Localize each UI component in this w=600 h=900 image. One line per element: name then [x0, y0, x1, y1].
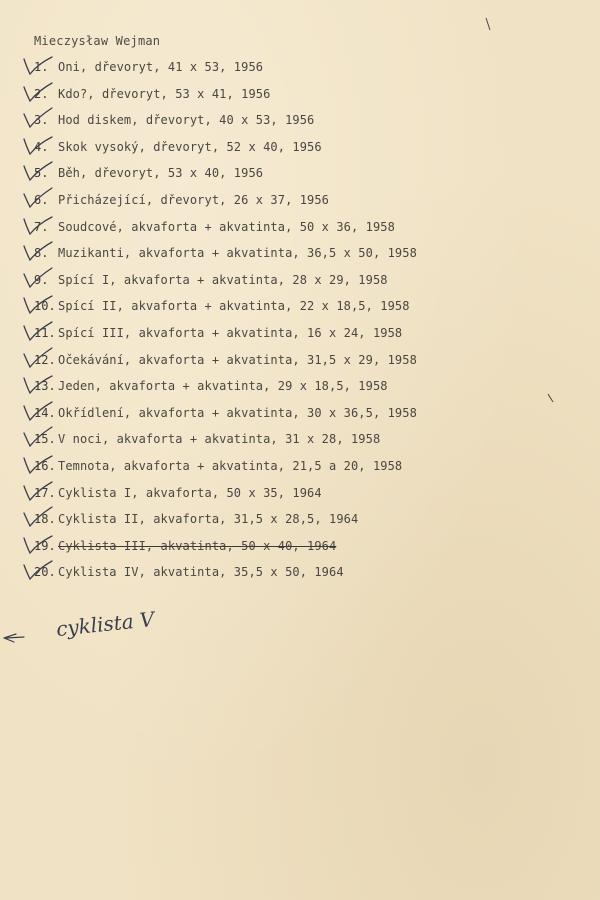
item-text: Oni, dřevoryt, 41 x 53, 1956: [58, 60, 264, 74]
item-text: Očekávání, akvaforta + akvatinta, 31,5 x 29, 1958: [58, 353, 417, 367]
list-item: [34, 510, 358, 528]
list-item: [34, 191, 329, 209]
item-text: Cyklista I, akvaforta, 50 x 35, 1964: [58, 486, 322, 500]
item-number: 19.: [34, 539, 56, 553]
item-text: Spící III, akvaforta + akvatinta, 16 x 24, 1958: [58, 326, 403, 340]
list-item: [34, 351, 417, 369]
item-text: Jeden, akvaforta + akvatinta, 29 x 18,5, 1958: [58, 379, 388, 393]
item-number: 9.: [34, 273, 49, 287]
item-text: Soudcové, akvaforta + akvatinta, 50 x 36, 1958: [58, 220, 395, 234]
list-item: [34, 377, 388, 395]
item-text: Spící I, akvaforta + akvatinta, 28 x 29, 1958: [58, 273, 388, 287]
item-text: Hod diskem, dřevoryt, 40 x 53, 1956: [58, 113, 315, 127]
item-text: V noci, akvaforta + akvatinta, 31 x 28, 1958: [58, 432, 381, 446]
item-number: 16.: [34, 459, 56, 473]
list-item: [34, 537, 336, 555]
item-number: 20.: [34, 565, 56, 579]
list-item: [34, 484, 322, 502]
list-item: [34, 430, 380, 448]
stray-pen-mark: [544, 390, 564, 410]
item-number: 8.: [34, 246, 49, 260]
item-text: Kdo?, dřevoryt, 53 x 41, 1956: [58, 87, 271, 101]
item-number: 11.: [34, 326, 56, 340]
item-number: 13.: [34, 379, 56, 393]
list-item: [34, 138, 322, 156]
item-text: Spící II, akvaforta + akvatinta, 22 x 18,5, 1958: [58, 299, 410, 313]
item-text: Muzikanti, akvaforta + akvatinta, 36,5 x 50, 1958: [58, 246, 417, 260]
list-item: [34, 324, 402, 342]
item-number: 4.: [34, 140, 49, 154]
item-text: Cyklista II, akvaforta, 31,5 x 28,5, 1964: [58, 512, 359, 526]
list-item: [34, 58, 263, 76]
item-text: Přicházející, dřevoryt, 26 x 37, 1956: [58, 193, 330, 207]
item-text: Cyklista IV, akvatinta, 35,5 x 50, 1964: [58, 565, 344, 579]
item-text: Cyklista III, akvatinta, 50 x 40, 1964: [58, 539, 337, 553]
item-number: 7.: [34, 220, 49, 234]
list-item: [34, 563, 344, 581]
handwritten-note: cyklista V: [55, 606, 156, 642]
item-number: 18.: [34, 512, 56, 526]
item-text: Skok vysoký, dřevoryt, 52 x 40, 1956: [58, 140, 322, 154]
item-text: Běh, dřevoryt, 53 x 40, 1956: [58, 166, 264, 180]
item-number: 15.: [34, 432, 56, 446]
item-number: 10.: [34, 299, 56, 313]
list-item: [34, 111, 314, 129]
item-number: 5.: [34, 166, 49, 180]
item-number: 17.: [34, 486, 56, 500]
item-number: 3.: [34, 113, 49, 127]
document-header: Mieczysław Wejman: [34, 34, 161, 48]
list-item: [34, 404, 417, 422]
item-number: 12.: [34, 353, 56, 367]
item-number: 1.: [34, 60, 49, 74]
list-item: [34, 218, 395, 236]
item-text: Okřídlení, akvaforta + akvatinta, 30 x 36,5, 1958: [58, 406, 417, 420]
list-item: [34, 457, 402, 475]
item-number: 14.: [34, 406, 56, 420]
item-number: 2.: [34, 87, 49, 101]
list-item: [34, 271, 388, 289]
list-item: [34, 297, 410, 315]
list-item: [34, 244, 417, 262]
list-item: [34, 85, 270, 103]
stray-pen-mark: [482, 14, 502, 34]
item-number: 6.: [34, 193, 49, 207]
item-text: Temnota, akvaforta + akvatinta, 21,5 a 20, 1958: [58, 459, 403, 473]
margin-arrow-mark: [2, 620, 42, 660]
list-item: [34, 164, 263, 182]
